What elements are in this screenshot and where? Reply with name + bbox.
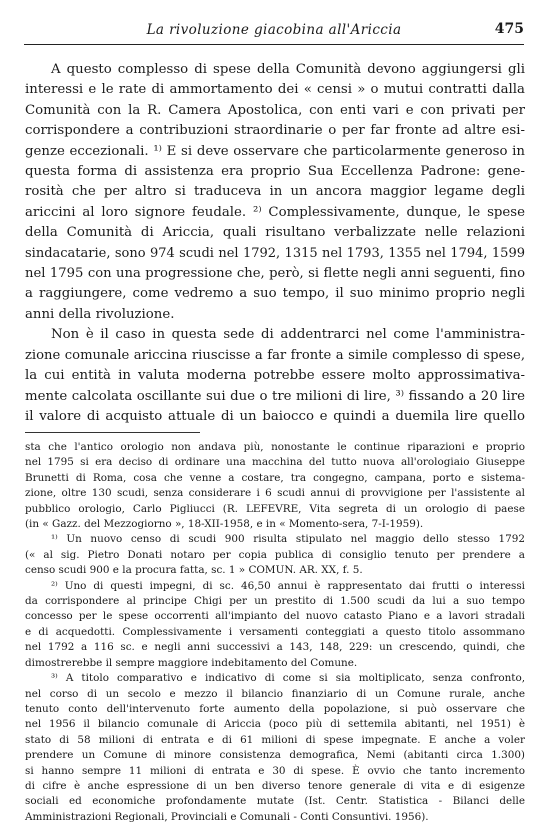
- text-line: A questo complesso di spese della Comunità devono aggiungersi gli: [51, 62, 525, 77]
- footnote-line: ²⁾ Uno di questi impegni, di sc. 46,50 annui è rappresentato dai frutti o interessi: [51, 579, 525, 592]
- footnote-line: sociali ed economiche profondamente mutate (Ist. Centr. Statistica - Bilanci delle: [25, 795, 525, 808]
- footnote-line: nel 1792 a 116 sc. e negli anni successivi a 143, 148, 229: un crescendo, quindi, che: [25, 641, 525, 654]
- text-line: genze eccezionali. ¹⁾ E si deve osservare che particolarmente generoso in: [25, 143, 525, 159]
- text-line: anni della rivoluzione.: [25, 306, 175, 322]
- text-line: zione comunale ariccina riuscisse a far fronte a simile complesso di spese,: [25, 347, 525, 363]
- text-line: il valore di acquisto attuale di un baiocco e quindi a duemila lire quello: [25, 408, 525, 424]
- footnote-line: ³⁾ A titolo comparativo e indicativo di come si sia moltiplicato, senza confronto,: [51, 672, 525, 685]
- text-line: mente calcolata oscillante sui due o tre milioni di lire, ³⁾ fissando a 20 lire: [25, 388, 525, 404]
- footnote-line: (« al sig. Pietro Donati notaro per copia publica di consiglio tenuto per prendere a: [25, 548, 525, 561]
- footnote-continuation: [25, 440, 525, 532]
- footnote-line: Brunetti di Roma, cosa che venne a costare, tra congegno, campana, porto e sistema-: [25, 471, 525, 484]
- footnotes: [25, 440, 525, 825]
- footnote-1: [25, 532, 525, 578]
- main-text: [25, 60, 525, 427]
- running-title: La rivoluzione giacobina all'Ariccia: [146, 22, 402, 38]
- text-line: sindacatarie, sono 974 scudi nel 1792, 1315 nel 1793, 1355 nel 1794, 1599: [25, 245, 525, 261]
- footnote-line: nel 1956 il bilancio comunale di Ariccia (poco più di settemila abitanti, nel 1951) è: [25, 718, 525, 731]
- text-line: della Comunità di Ariccia, quali risultano verbalizzate nelle relazioni: [25, 225, 525, 241]
- footnote-line: si hanno sempre 11 milioni di entrata e 30 di spese. È ovvio che tanto incremento: [25, 764, 525, 777]
- footnote-line: ¹⁾ Un nuovo censo di scudi 900 risulta stipulato nel maggio dello stesso 1792: [51, 533, 525, 546]
- running-header: [24, 20, 524, 45]
- footnote-line: concesso per le spese occorrenti all'impianto del nuovo catasto Piano e a lavori stradali: [25, 610, 525, 623]
- footnote-line: prendere un Comune di minore consistenza demografica, Nemi (abitanti circa 1.300): [25, 749, 525, 762]
- footnote-line: da corrispondere al principe Chigi per un prestito di 1.500 scudi da lui a suo tempo: [25, 595, 525, 608]
- footnote-2: [25, 579, 525, 671]
- paragraph-1: [25, 60, 525, 325]
- footnote-line: censo scudi 900 e la procura fatta, sc. 1 » COMUN. AR. XX, f. 5.: [25, 564, 363, 577]
- footnote-line: nel 1795 si era deciso di ordinare una macchina del tutto nuova all'orologiaio Giuseppe: [25, 456, 525, 469]
- text-line: Non è il caso in questa sede di addentrarci nel come l'amministra-: [51, 327, 525, 343]
- text-line: questa forma di assistenza era proprio Sua Eccellenza Padrone: gene-: [25, 164, 525, 180]
- footnote-line: zione, oltre 130 scudi, senza considerare i 6 scudi annui di provvigione per l'assistente al: [25, 487, 525, 500]
- footnote-line: nel corso di un secolo e mezzo il bilancio finanziario di un Comune rurale, anche: [25, 687, 525, 700]
- text-line: corrispondere a contribuzioni straordinarie o per far fronte ad altre esi-: [25, 123, 525, 139]
- text-line: la cui entità in valuta moderna potrebbe essere molto approssimativa-: [25, 368, 525, 384]
- text-line: a raggiungere, come vedremo a suo tempo, il suo minimo proprio negli: [25, 286, 525, 302]
- footnote-line: di cifre è anche espressione di un ben diverso tenore generale di vita e di esigenze: [25, 779, 525, 792]
- footnote-line: pubblico orologio, Carlo Pigliucci (R. LEFEVRE, Vita segreta di un orologio di paese: [25, 502, 525, 515]
- footnote-line: Amministrazioni Regionali, Provinciali e Comunali - Conti Consuntivi. 1956).: [25, 810, 429, 823]
- footnote-rule: [25, 432, 200, 433]
- text-line: rosità che per altro si traduceva in un ancora maggior legame degli: [25, 184, 525, 200]
- page-number: 475: [494, 21, 524, 37]
- footnote-line: sta che l'antico orologio non andava più, nonostante le continue riparazioni e proprio: [25, 441, 525, 453]
- text-line: interessi e le rate di ammortamento dei « censi » o mutui contratti dalla: [25, 82, 525, 98]
- text-line: Comunità con la R. Camera Apostolica, con enti vari e con privati per: [25, 102, 525, 118]
- footnote-line: stato di 58 milioni di entrata e di 61 milioni di spese impegnate. E anche a voler: [25, 733, 525, 746]
- footnote-line: tenuto conto dell'intervenuto forte aumento della popolazione, si può osservare che: [25, 702, 525, 715]
- text-line: nel 1795 con una progressione che, però, si flette negli anni seguenti, fino: [25, 266, 525, 282]
- footnote-line: dimostrerebbe il sempre maggiore indebitamento del Comune.: [25, 656, 358, 669]
- paragraph-2: [25, 325, 525, 427]
- footnote-line: e di acquedotti. Complessivamente i versamenti conteggiati a questo titolo assommano: [25, 625, 525, 638]
- text-line: ariccini al loro signore feudale. ²⁾ Complessivamente, dunque, le spese: [25, 204, 525, 220]
- footnote-line: (in « Gazz. del Mezzogiorno », 18-XII-1958, e in « Momento-sera, 7-I-1959).: [25, 518, 424, 531]
- footnote-3: [25, 671, 525, 825]
